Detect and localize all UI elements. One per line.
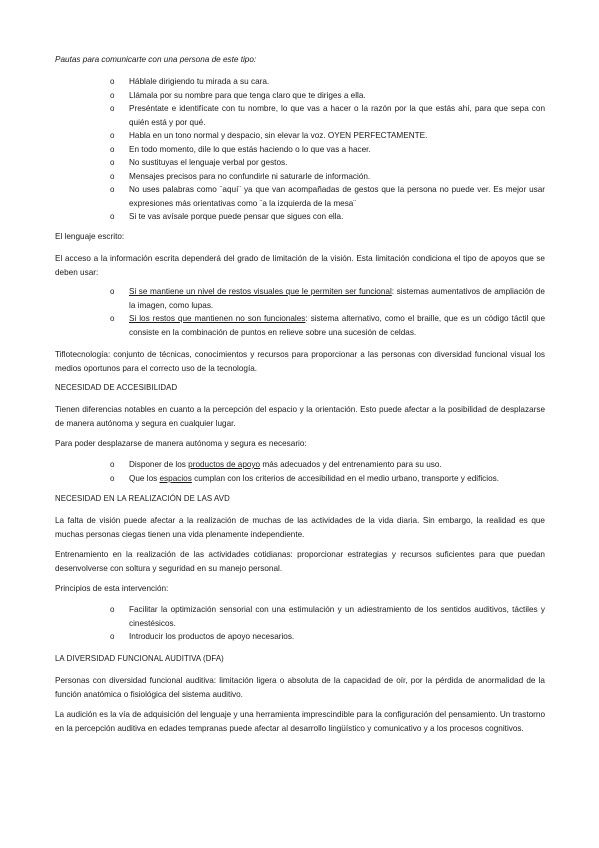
list-item: o Mensajes precisos para no confundirle ni saturarle de información.	[129, 170, 545, 184]
bullet: o	[110, 460, 115, 469]
heading-avd: NECESIDAD EN LA REALIZACIÓN DE LAS AVD	[55, 494, 230, 503]
list-item: o No sustituyas el lenguaje verbal por gestos.	[129, 156, 545, 170]
mobility-requirements-list	[110, 458, 545, 485]
bullet: o	[110, 90, 115, 100]
list-item: o Llámala por su nombre para que tenga claro que te diriges a ella.	[129, 89, 545, 103]
section-title-principios: Principios de esta intervención:	[55, 584, 169, 593]
list-item: o Habla en un tono normal y despacio, sin elevar la voz. OYEN PERFECTAMENTE.	[129, 129, 545, 143]
list-item: o Si los restos que mantienen no son funcionales: sistema alternativo, como el braille, que es un código táctil que consiste en la combinación de puntos en relieve sobre una sucesión de celdas.	[110, 314, 545, 337]
underlined-term: productos de apoyo	[188, 460, 261, 469]
underlined-term: Si los restos que mantienen no son funcionales	[129, 314, 306, 323]
bullet: o	[110, 77, 115, 86]
communication-guidelines-list	[110, 75, 545, 224]
paragraph-accesibilidad: Tienen diferencias notables en cuanto a la percepción del espacio y la orientación. Esto puede afectar a la posibilidad de desplazarse de manera autónoma y segura en cualquier lugar.	[55, 405, 545, 428]
bullet: o	[110, 144, 115, 154]
underlined-term: espacios	[159, 473, 192, 483]
bullet: o	[110, 314, 115, 323]
list-item: o No uses palabras como ¨aquí¨ ya que van acompañadas de gestos que la persona no puede ver. Es mejor usar expresiones más orientativas como ¨a la izquierda de la mesa¨	[110, 185, 545, 208]
intro-title: Pautas para comunicarte con una persona de este tipo:	[55, 55, 257, 64]
paragraph-dfa: Personas con diversidad funcional auditiva: limitación ligera o absoluta de la capacidad de oír, por la pérdida de anormalidad de la función anatómica o fisiológica del sistema auditivo.	[55, 676, 545, 699]
list-item: o Introducir los productos de apoyo necesarios.	[129, 630, 545, 644]
heading-accesibilidad: NECESIDAD DE ACCESIBILIDAD	[55, 383, 178, 392]
list-item: o Disponer de los productos de apoyo más adecuados y del entrenamiento para su uso.	[129, 458, 545, 472]
bullet: o	[110, 212, 115, 221]
list-item: o En todo momento, dile lo que estás haciendo o lo que vas a hacer.	[129, 143, 545, 157]
paragraph-avd: La falta de visión puede afectar a la realización de muchas de las actividades de la vida diaria. Sin embargo, la realidad es que muchas personas ciegas tienen una vida plenamente independiente.	[55, 516, 545, 539]
underlined-term: Si se mantiene un nivel de restos visuales que le permiten ser funcional	[129, 287, 392, 296]
paragraph-desplazarse: Para poder desplazarse de manera autónoma y segura es necesario:	[55, 439, 307, 448]
bullet: o	[110, 104, 115, 113]
list-item: o Si te vas avísale porque puede pensar que sigues con ella.	[129, 210, 545, 224]
list-item: o Que los espacios cumplan con los criterios de accesibilidad en el medio urbano, transporte y edificios.	[129, 472, 545, 486]
bullet: o	[110, 131, 115, 140]
bullet: o	[110, 605, 115, 614]
paragraph-lenguaje-escrito: El acceso a la información escrita dependerá del grado de limitación de la visión. Esta limitación condiciona el tipo de apoyos que se deben usar:	[55, 254, 545, 277]
bullet: o	[110, 171, 115, 181]
bullet: o	[110, 158, 115, 167]
paragraph-entrenamiento: Entrenamiento en la realización de las actividades cotidianas: proporcionar estrategias y recursos suficientes para que puedan desenvolverse con soltura y seguridad en su manejo personal.	[55, 550, 545, 573]
list-item: o Facilitar la optimización sensorial con una estimulación y un adiestramiento de los sentidos auditivos, táctiles y cinestésicos.	[110, 605, 545, 628]
principles-list	[110, 603, 545, 644]
list-item: o Preséntate e identifícate con tu nombre, lo que vas a hacer o la razón por la que estás ahí, para que sepa con quién está y por qué.	[110, 104, 545, 127]
bullet: o	[110, 632, 115, 641]
list-item: o Si se mantiene un nivel de restos visuales que le permiten ser funcional: sistemas aumentativos de ampliación de la imagen, como lupas.	[110, 287, 545, 310]
paragraph-audicion: La audición es la vía de adquisición del lenguaje y una herramienta imprescindible para la configuración del pensamiento. Un trastorno en la percepción auditiva en edades tempranas puede afectar al desarrollo lingüístico y comunicativo y a los procesos cognitivos.	[55, 710, 545, 733]
bullet: o	[110, 287, 115, 296]
list-item: o Háblale dirigiendo tu mirada a su cara.	[129, 75, 545, 89]
bullet: o	[110, 185, 115, 194]
support-types-list	[110, 285, 545, 339]
section-title-lenguaje-escrito: El lenguaje escrito:	[55, 232, 125, 241]
heading-dfa: LA DIVERSIDAD FUNCIONAL AUDITIVA (DFA)	[55, 654, 224, 663]
bullet: o	[110, 473, 115, 483]
paragraph-tiflotecnologia: Tiflotecnología: conjunto de técnicas, conocimientos y recursos para proporcionar a las personas con diversidad funcional visual los medios oportunos para el correcto uso de la tecnología.	[55, 350, 545, 373]
